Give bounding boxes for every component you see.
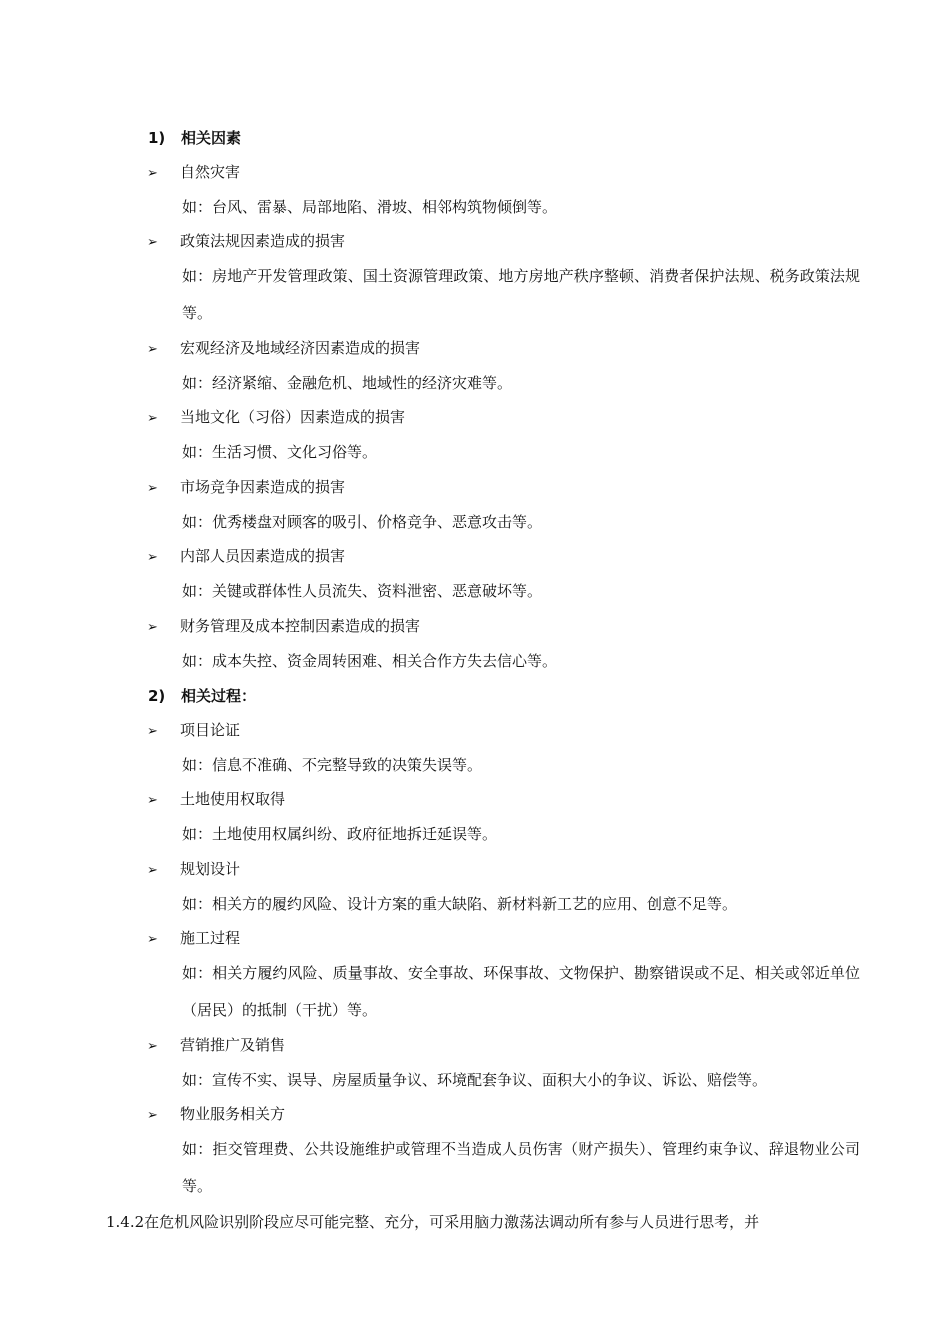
list-item [147, 1104, 285, 1126]
item-example: 如：宣传不实、误导、房屋质量争议、环境配套争议、面积大小的争议、诉讼、赔偿等。 [182, 1071, 768, 1089]
section-title: 相关因素 [181, 129, 242, 147]
arrow-bullet-icon: ➢ [147, 1039, 158, 1054]
arrow-bullet-icon: ➢ [147, 550, 158, 565]
list-item [147, 407, 405, 429]
list-item [147, 546, 345, 568]
item-example: 如：土地使用权属纠纷、政府征地拆迁延误等。 [182, 825, 498, 843]
section-heading [148, 686, 256, 706]
arrow-bullet-icon: ➢ [147, 620, 158, 635]
list-item [147, 477, 345, 499]
item-title: 宏观经济及地域经济因素造成的损害 [180, 339, 421, 357]
arrow-bullet-icon: ➢ [147, 1108, 158, 1123]
list-item [147, 720, 240, 742]
arrow-bullet-icon: ➢ [147, 793, 158, 808]
item-title: 施工过程 [180, 929, 241, 947]
list-item [147, 1035, 285, 1057]
item-title: 内部人员因素造成的损害 [180, 547, 346, 565]
item-title: 规划设计 [180, 860, 241, 878]
item-example: 如：生活习惯、文化习俗等。 [182, 443, 378, 461]
section-title: 相关过程： [181, 687, 257, 705]
list-item [147, 162, 240, 184]
item-example: 如：相关方的履约风险、设计方案的重大缺陷、新材料新工艺的应用、创意不足等。 [182, 895, 738, 913]
arrow-bullet-icon: ➢ [147, 411, 158, 426]
item-example: 如：成本失控、资金周转困难、相关合作方失去信心等。 [182, 652, 558, 670]
item-title: 营销推广及销售 [180, 1036, 286, 1054]
item-example: 如：房地产开发管理政策、国土资源管理政策、地方房地产秩序整顿、消费者保护法规、税务政策法规等。 [182, 267, 860, 322]
item-example: 如：优秀楼盘对顾客的吸引、价格竞争、恶意攻击等。 [182, 513, 543, 531]
arrow-bullet-icon: ➢ [147, 166, 158, 181]
item-title: 市场竞争因素造成的损害 [180, 478, 346, 496]
item-example: 如：关键或群体性人员流失、资料泄密、恶意破坏等。 [182, 582, 543, 600]
arrow-bullet-icon: ➢ [147, 342, 158, 357]
arrow-bullet-icon: ➢ [147, 932, 158, 947]
item-title: 土地使用权取得 [180, 790, 286, 808]
arrow-bullet-icon: ➢ [147, 481, 158, 496]
item-example: 如：经济紧缩、金融危机、地域性的经济灾难等。 [182, 374, 513, 392]
arrow-bullet-icon: ➢ [147, 724, 158, 739]
item-title: 政策法规因素造成的损害 [180, 232, 346, 250]
list-item [147, 231, 345, 253]
item-title: 物业服务相关方 [180, 1105, 286, 1123]
section-number: 1) [148, 129, 166, 147]
item-title: 财务管理及成本控制因素造成的损害 [180, 617, 421, 635]
item-example: 如：拒交管理费、公共设施维护或管理不当造成人员伤害（财产损失）、管理约束争议、辞退物业公司等。 [182, 1140, 860, 1195]
list-item [147, 616, 420, 638]
item-title: 当地文化（习俗）因素造成的损害 [180, 408, 406, 426]
closing-paragraph: 1.4.2在危机风险识别阶段应尽可能完整、充分，可采用脑力激荡法调动所有参与人员进行思考，并 [106, 1213, 760, 1231]
list-item [147, 789, 285, 811]
list-item [147, 859, 240, 881]
arrow-bullet-icon: ➢ [147, 235, 158, 250]
list-item [147, 338, 420, 360]
section-number: 2) [148, 687, 166, 705]
item-example: 如：信息不准确、不完整导致的决策失误等。 [182, 756, 483, 774]
item-title: 自然灾害 [180, 163, 241, 181]
list-item [147, 928, 240, 950]
arrow-bullet-icon: ➢ [147, 863, 158, 878]
item-example: 如：台风、雷暴、局部地陷、滑坡、相邻构筑物倾倒等。 [182, 198, 558, 216]
section-heading [148, 128, 241, 148]
item-title: 项目论证 [180, 721, 241, 739]
item-example: 如：相关方履约风险、质量事故、安全事故、环保事故、文物保护、勘察错误或不足、相关或邻近单位（居民）的抵制（干扰）等。 [182, 964, 860, 1019]
